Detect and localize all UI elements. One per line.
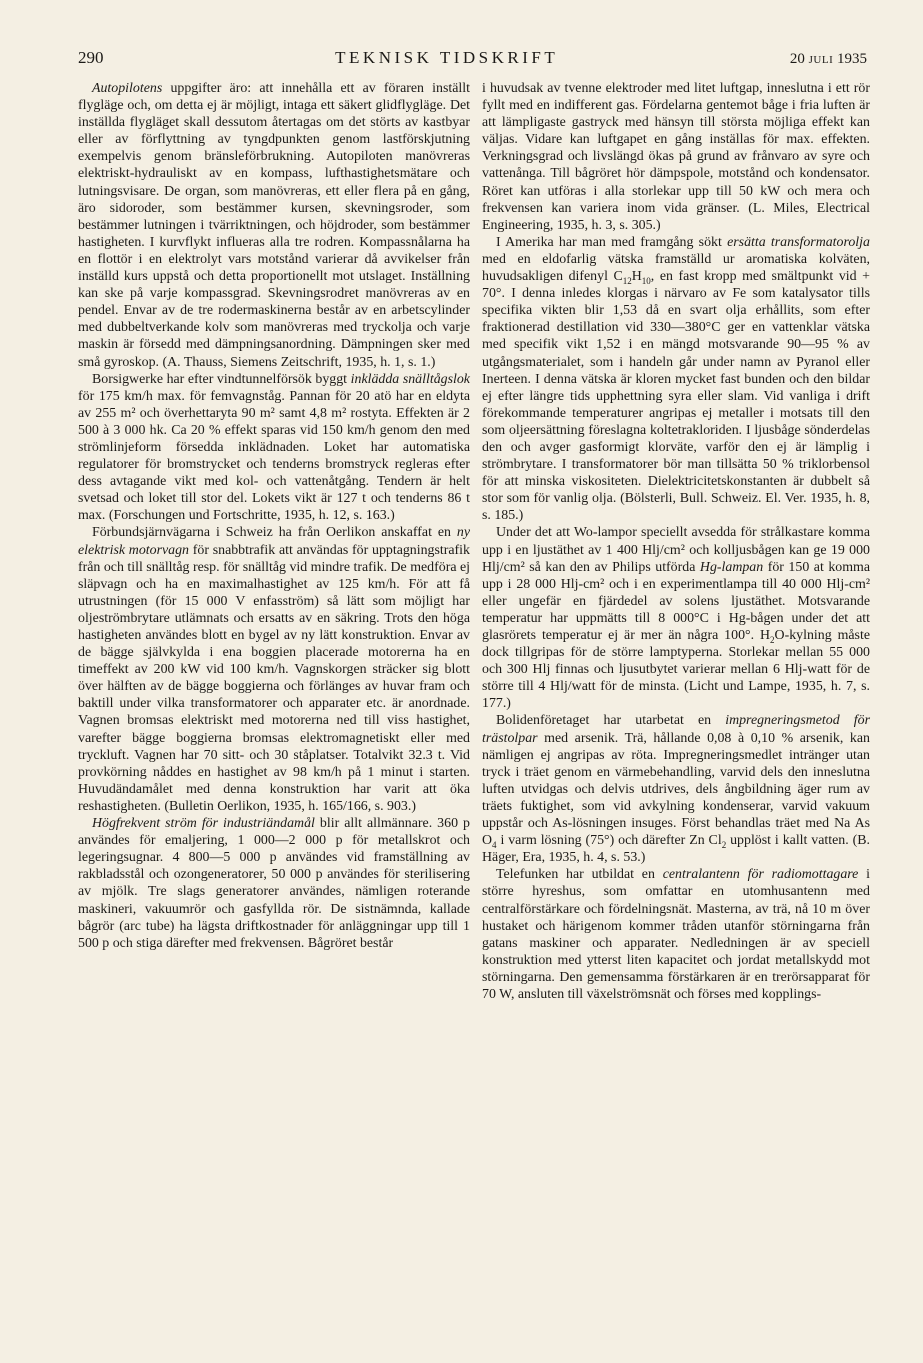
paragraph-text: Telefunken har utbildat en <box>496 867 655 883</box>
paragraph-text: med arsenik. Trä, hållande 0,08 à 0,10 % arsenik, kan nämligen ej angripas av röta. Impregneringsmedlet intränger utan tryck i träet genom en värmebehandling, varvid dels den inneslutna luften utvidgas och delvis utdrives, dels ångbildning äger rum av träets fuktighet, som vid avkylning kondenserar, varvid vakuum uppstår och As-lösningen insuges. Först behandlas träet med Na As O <box>482 730 870 849</box>
paragraph-oerlikon <box>78 524 470 815</box>
paragraph-text: uppgifter äro: att innehålla ett av föraren inställt flygläge och, om detta ej är möjligt, intaga ett säkert glidflygläge. Det inställda flygläget skall dessutom återtagas om det störts av kastbyar eller av förflyttning av tyngdpunkten genom lastförskjutning exempelvis genom bränsleförbrukning. Autopiloten manövreras elektriskt-hydrauliskt av en kompass, lufthastighetsmätare och lutningsvisare. De organ, som manövreras, ett eller flera på en gång, äro sidoroder, som bestämmer kursen, skevningsroder, som bestämmer lutningen i tvärriktningen, och höjdroder, som bestämmer hastigheten. I kurvflykt influeras alla tre rodren. Kompassnålarna ha en flottör i en elektrolyt vars motstånd varierar då avvikelser från inställd kurs uppstå och detta proportionellt mot utslaget. Inställning kan ske på varje kompassgrad. Skevningsrodret manövreras av en pendel. Envar av de tre rodermaskinerna består av en arbetscylinder med dubbeltverkande kolv som manövreras med tryckolja och varje maskin är försedd med dämpningsanordning. Dämpningen sker med små gyroskop. (A. Thauss, Siemens Zeitschrift, 1935, h. 1, s. 1.) <box>78 81 470 370</box>
paragraph-high-frequency <box>78 815 470 952</box>
formula-subscript: 12 <box>622 275 632 286</box>
paragraph-lead-italic: Högfrekvent ström för industriändamål <box>92 816 315 832</box>
paragraph-text: O-kylning måste dock tillgripas för de större lamptyperna. Storlekar mellan 55 000 och 300 Hlj finnas och ljusutbytet varierar mellan 6 Hlj-watt för de större till 4 Hlj/watt för de minsta. (Licht und Lampe, 1935, h. 7, s. 177.) <box>482 628 870 712</box>
paragraph-text: med en eldofarlig vätska framställd ur aromatiska kolväten, huvudsakligen difenyl C <box>482 251 870 285</box>
paragraph-boliden <box>482 712 870 866</box>
paragraph-transformer-oil <box>482 234 870 525</box>
issue-date-year: 1935 <box>836 51 867 67</box>
paragraph-text: blir allt allmännare. 360 p användes för emaljering, 1 000—2 000 p för metallskrot och legeringsugnar. 4 800—5 000 p användes vid framställning av rakbladsstål och ozongeneratorer, 50 000 p användes för sterilisering av mjölk. Tre slags generatorer användes, nämligen roterande maskineri, vakuumrör och gasfyllda rör. De sistnämnda, kallade bågrör (arc tube) ha lägsta driftkostnader för anläggningar upp till 1 500 p och stiga därefter med frekvensen. Bågröret består <box>78 816 470 951</box>
paragraph-text: i huvudsak av tvenne elektroder med litet luftgap, inneslutna i ett rör fyllt med en indifferent gas. Fördelarna gentemot båge i fria luften är att lämpligaste gastryck med hänsyn till största möjliga effekt kan väljas. Vidare kan luftgapet en gång inställas för max. effekten. Verkningsgrad och livslängd ökas på grund av frånvaro av syre och vattenånga. Till bågröret hör dämpspole, motstånd och kondensator. Röret kan utföras i alla storlekar upp till 50 kW och mera och frekvensen kan variera inom vida gränser. (L. Miles, Electrical Engineering, 1935, h. 3, s. 305.) <box>482 81 870 233</box>
paragraph-lead-italic: Autopilotens <box>92 81 163 96</box>
paragraph-text: upplöst i kallt vatten. (B. Häger, Era, 1935, h. 4, s. 53.) <box>482 833 871 866</box>
paragraph-italic: impregneringsmetod för trästolpar <box>482 713 870 746</box>
page-number: 290 <box>78 48 104 67</box>
paragraph-text: Under det att Wo-lampor speciellt avsedda för strålkastare komma upp i en ljustäthet av 1 400 Hlj/cm² och kolljusbågen kan ge 19 000 Hlj/cm² så kan den av Philips utförda <box>482 525 870 575</box>
paragraph-hg-lamp <box>482 524 870 712</box>
paragraph-text: Bolidenföretaget har utarbetat en <box>496 713 712 729</box>
paragraph-italic: Hg-lampan <box>699 559 764 575</box>
issue-date-month: JULI <box>808 54 834 66</box>
right-column <box>482 80 870 1003</box>
paragraph-italic: ersätta transformatorolja <box>727 234 870 250</box>
paragraph-telefunken <box>482 866 870 1003</box>
paragraph-text: Borsigwerke har efter vindtunnelförsök byggt <box>92 371 348 387</box>
formula-subscript: 10 <box>641 275 651 286</box>
paragraph-text: H <box>631 269 642 285</box>
paragraph-text: i varm lösning (75°) och därefter Zn Cl <box>496 833 722 849</box>
paragraph-text: Förbundsjärnvägarna i Schweiz ha från Oerlikon anskaffat en <box>92 525 451 541</box>
page-header <box>78 48 867 72</box>
left-column <box>78 80 470 952</box>
paragraph-arc-tube-continued <box>482 80 870 234</box>
paragraph-autopilot <box>78 80 470 371</box>
paragraph-italic: ny elektrisk motorvagn <box>78 525 470 558</box>
formula-subscript: 2 <box>770 634 775 645</box>
paragraph-text: I Amerika har man med framgång sökt <box>496 234 722 250</box>
paragraph-text: för 150 at komma upp i 28 000 Hlj-cm² och i en experimentlampa till 40 000 Hlj-cm² eller ungefär en fjärdedel av solens ljustäthet. Motsvarande temperatur har uppmätts till 8 000°C i Hg-bågen under det att glasrörets temperatur ej är mer än några 100°. H <box>482 559 870 643</box>
paragraph-italic: inklädda snälltågslok <box>350 371 470 387</box>
paragraph-borsig <box>78 371 470 525</box>
paragraph-italic: centralantenn för radiomottagare <box>662 867 859 883</box>
formula-subscript: 2 <box>721 839 727 850</box>
issue-date-day: 20 <box>789 51 805 67</box>
paragraph-text: för 175 km/h max. för femvagnståg. Pannan för 20 atö har en eldyta av 255 m² och överhettaryta 90 m² samt 4,8 m² rostyta. Effekten är 2 500 à 3 000 hk. Ca 20 % effekt sparas vid 150 km/h genom den med strömlinjeform försedda inklädnaden. Loket har automatiska regulatorer för bromstrycket och tenderns bromstryck regleras efter dess avtagande vikt med kol- och vattenåtgång. Tendern är helt svetsad och loket till stor del. Lokets vikt är 127 t och tenderns 86 t max. (Forschungen und Fortschritte, 1935, h. 12, s. 163.) <box>78 388 470 524</box>
journal-title: TEKNISK TIDSKRIFT <box>335 48 559 67</box>
paragraph-text: i större hyreshus, som omfattar en utomhusantenn med centralförstärkare och fördelningsnät. Masterna, av trä, nå 10 m över hustaket och härigenom kommer tråden utanför störningarna från gatans maskiner och apparater. Nedledningen är av speciell konstruktion med ytterst liten kapacitet och jordat metallskydd mot störningarna. Den gemensamma förstärkaren är en trerörsapparat för 70 W, ansluten till växelströmsnät och förses med kopplings- <box>482 867 870 1002</box>
paragraph-text: för snabbtrafik att användas för upptagningstrafik från och till snälltåg resp. för snälltåg vid mindre trafik. De medföra ej släpvagn och ha en maximalhastighet av 125 km/h. För att få utrustningen (för 15 000 V enfasström) så lätt som möjligt har oljeströmbrytare utlämnats och ersatts av en säkring. Trots den höga hastigheten användes blott en bygel av ny lätt konstruktion. Envar av de bägge självkylda i ena boggien placerade motorerna ha en timeffekt av 200 kW vid 100 km/h. Vagnskorgen sträcker sig blott över hälften av de bägge boggierna och förlänges av huvar fram och baktill under vilka transformatorer och apparater etc. är anordnade. Vagnen bromsas elektriskt med motorerna ned till viss hastighet, varefter bägge boggierna bromsas elektromagnetiskt eller med tryckluft. Vagnen har 70 sitt- och 30 ståplatser. Totalvikt 32.3 t. Vid provkörning nåddes en hastighet av 98 km/h på 1 minut i starten. Huvudändamålet med denna konstruktion har varit att öka reshastigheten. (Bulletin Oerlikon, 1935, h. 165/166, s. 903.) <box>78 542 470 814</box>
paragraph-text: , en fast kropp med smältpunkt vid + 70°. I denna inledes klorgas i närvaro av Fe som katalysator tills specifika vikten blir 1,53 då en svart olja erhållits, som efter fraktionerad destillation vid 330—380°C ger en vattenklar vätska med specifik vikt 1,52 i en mängd motsvarande 90—95 % av utgångsmaterialet, som i handeln går under namn av Pyranol eller Inerteen. I denna vätska är kloren mycket fast bunden och den bildar ej efter längre tids upphettning syra eller slam. Vid vanliga i drift förekommande temperaturer angripas ej metaller i motsats till den som oljeersättning föreslagna koltetrakloriden. I ljusbåge sönderdelas den och avger gasformigt klorväte, varför den ej är lämplig i strömbrytare. I transformatorer bör man tillsätta 50 % triklorbensol för att minska viskositeten. Dielektricitetskonstanten är dubbelt så stor som för vanlig olja. (Bölsterli, Bull. Schweiz. El. Ver. 1935, h. 8, s. 185.) <box>482 269 870 524</box>
issue-date <box>790 51 867 68</box>
formula-subscript: 4 <box>492 839 497 850</box>
